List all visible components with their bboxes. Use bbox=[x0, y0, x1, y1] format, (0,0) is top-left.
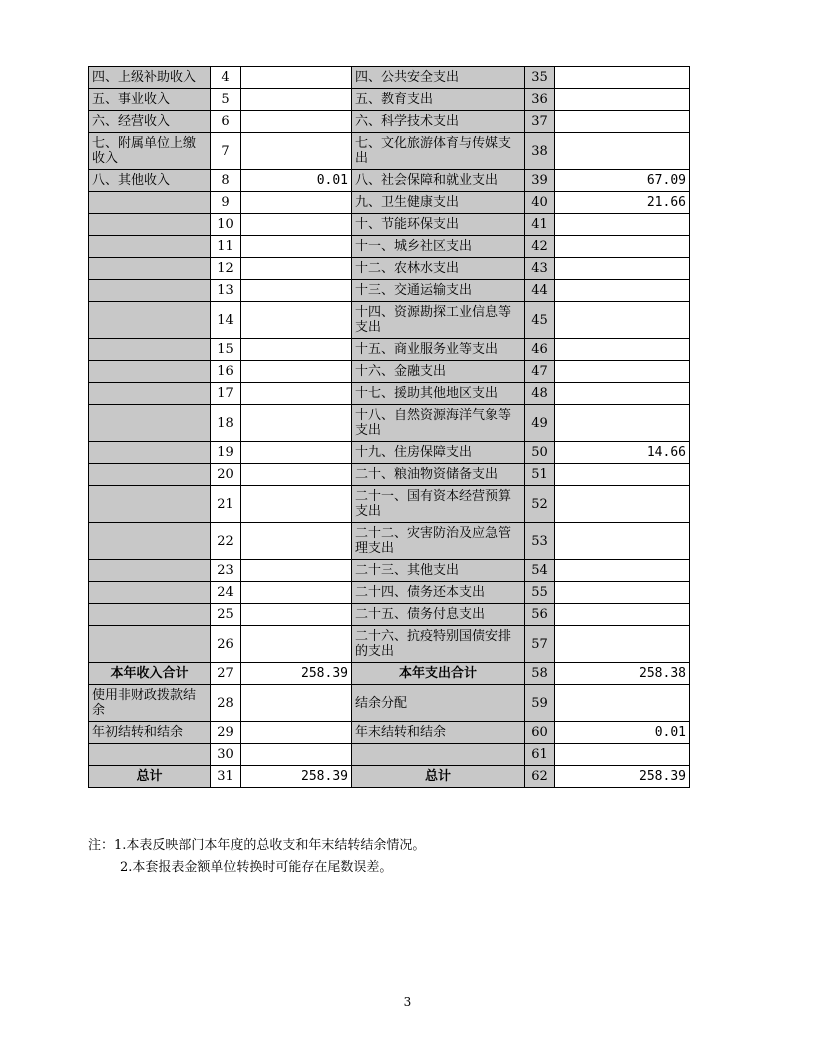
row-number: 54 bbox=[525, 560, 555, 582]
row-number: 6 bbox=[211, 111, 241, 133]
row-number: 5 bbox=[211, 89, 241, 111]
grand-total-label: 总计 bbox=[89, 766, 211, 788]
row-number: 42 bbox=[525, 236, 555, 258]
row-number: 40 bbox=[525, 192, 555, 214]
table-row bbox=[89, 258, 690, 280]
table-row bbox=[89, 560, 690, 582]
table-row bbox=[89, 626, 690, 663]
grand-total-income-amount: 258.39 bbox=[241, 766, 352, 788]
row-number: 37 bbox=[525, 111, 555, 133]
table-row bbox=[89, 111, 690, 133]
row-number: 11 bbox=[211, 236, 241, 258]
row-number: 29 bbox=[211, 722, 241, 744]
expense-amount bbox=[555, 523, 690, 560]
row-number: 16 bbox=[211, 361, 241, 383]
row-number: 41 bbox=[525, 214, 555, 236]
expense-amount bbox=[555, 280, 690, 302]
income-amount bbox=[241, 133, 352, 170]
income-amount bbox=[241, 361, 352, 383]
table-row bbox=[89, 192, 690, 214]
grand-total-label: 总计 bbox=[352, 766, 525, 788]
table-body bbox=[89, 67, 690, 663]
closing-carryover-label: 年末结转和结余 bbox=[352, 722, 525, 744]
income-item-label bbox=[89, 280, 211, 302]
table-row bbox=[89, 214, 690, 236]
income-amount bbox=[241, 214, 352, 236]
income-item-label bbox=[89, 405, 211, 442]
expense-amount bbox=[555, 236, 690, 258]
income-item-label: 六、经营收入 bbox=[89, 111, 211, 133]
expense-item-label: 八、社会保障和就业支出 bbox=[352, 170, 525, 192]
table-row bbox=[89, 383, 690, 405]
expense-total-label: 本年支出合计 bbox=[352, 663, 525, 685]
table-row bbox=[89, 170, 690, 192]
row-number: 14 bbox=[211, 302, 241, 339]
table-row bbox=[89, 361, 690, 383]
amount-cell bbox=[555, 744, 690, 766]
expense-amount bbox=[555, 302, 690, 339]
expense-item-label: 十二、农林水支出 bbox=[352, 258, 525, 280]
page-number: 3 bbox=[403, 995, 412, 1009]
income-amount bbox=[241, 89, 352, 111]
income-amount bbox=[241, 604, 352, 626]
expense-item-label: 十、节能环保支出 bbox=[352, 214, 525, 236]
row-number: 45 bbox=[525, 302, 555, 339]
row-number: 58 bbox=[525, 663, 555, 685]
expense-amount bbox=[555, 111, 690, 133]
row-number: 61 bbox=[525, 744, 555, 766]
income-amount bbox=[241, 258, 352, 280]
expense-item-label: 十三、交通运输支出 bbox=[352, 280, 525, 302]
income-amount bbox=[241, 464, 352, 486]
income-amount bbox=[241, 626, 352, 663]
expense-item-label: 二十四、债务还本支出 bbox=[352, 582, 525, 604]
expense-item-label: 十五、商业服务业等支出 bbox=[352, 339, 525, 361]
row-number: 59 bbox=[525, 685, 555, 722]
expense-item-label: 二十六、抗疫特别国债安排的支出 bbox=[352, 626, 525, 663]
row-number: 28 bbox=[211, 685, 241, 722]
row-number: 47 bbox=[525, 361, 555, 383]
row-number: 7 bbox=[211, 133, 241, 170]
row-number: 25 bbox=[211, 604, 241, 626]
table-row bbox=[89, 486, 690, 523]
note-line-2: 2.本套报表金额单位转换时可能存在尾数误差。 bbox=[120, 860, 393, 875]
income-item-label bbox=[89, 523, 211, 560]
table-row bbox=[89, 604, 690, 626]
row-number: 13 bbox=[211, 280, 241, 302]
expense-amount bbox=[555, 604, 690, 626]
table-row-income-expense-totals bbox=[89, 663, 690, 685]
income-item-label: 七、附属单位上缴收入 bbox=[89, 133, 211, 170]
income-amount bbox=[241, 67, 352, 89]
row-number: 55 bbox=[525, 582, 555, 604]
row-number: 30 bbox=[211, 744, 241, 766]
non-fiscal-balance-label: 使用非财政拨款结余 bbox=[89, 685, 211, 722]
expense-item-label: 二十、粮油物资储备支出 bbox=[352, 464, 525, 486]
row-number: 18 bbox=[211, 405, 241, 442]
expense-amount bbox=[555, 67, 690, 89]
blank-cell bbox=[89, 744, 211, 766]
income-amount bbox=[241, 302, 352, 339]
expense-amount bbox=[555, 214, 690, 236]
table-row bbox=[89, 523, 690, 560]
row-number: 15 bbox=[211, 339, 241, 361]
row-number: 23 bbox=[211, 560, 241, 582]
row-number: 19 bbox=[211, 442, 241, 464]
expense-amount bbox=[555, 405, 690, 442]
table-row bbox=[89, 133, 690, 170]
expense-item-label: 十一、城乡社区支出 bbox=[352, 236, 525, 258]
income-total-amount: 258.39 bbox=[241, 663, 352, 685]
amount-cell bbox=[241, 744, 352, 766]
income-item-label bbox=[89, 258, 211, 280]
balance-distribution-label: 结余分配 bbox=[352, 685, 525, 722]
expense-item-label: 二十三、其他支出 bbox=[352, 560, 525, 582]
income-item-label bbox=[89, 361, 211, 383]
row-number: 48 bbox=[525, 383, 555, 405]
expense-amount bbox=[555, 582, 690, 604]
income-item-label bbox=[89, 236, 211, 258]
income-amount bbox=[241, 339, 352, 361]
income-amount bbox=[241, 523, 352, 560]
row-number: 27 bbox=[211, 663, 241, 685]
expense-amount bbox=[555, 339, 690, 361]
expense-item-label: 二十五、债务付息支出 bbox=[352, 604, 525, 626]
income-item-label bbox=[89, 214, 211, 236]
expense-amount: 14.66 bbox=[555, 442, 690, 464]
income-amount bbox=[241, 560, 352, 582]
income-item-label bbox=[89, 339, 211, 361]
closing-carryover-amount: 0.01 bbox=[555, 722, 690, 744]
income-amount bbox=[241, 111, 352, 133]
income-item-label bbox=[89, 604, 211, 626]
row-number: 10 bbox=[211, 214, 241, 236]
row-number: 24 bbox=[211, 582, 241, 604]
row-number: 35 bbox=[525, 67, 555, 89]
income-item-label: 五、事业收入 bbox=[89, 89, 211, 111]
table-row-non-fiscal-balance bbox=[89, 685, 690, 722]
expense-item-label: 二十二、灾害防治及应急管理支出 bbox=[352, 523, 525, 560]
income-amount bbox=[241, 582, 352, 604]
income-item-label: 四、上级补助收入 bbox=[89, 67, 211, 89]
row-number: 20 bbox=[211, 464, 241, 486]
row-number: 36 bbox=[525, 89, 555, 111]
row-number: 52 bbox=[525, 486, 555, 523]
amount-cell bbox=[241, 685, 352, 722]
expense-amount bbox=[555, 89, 690, 111]
income-item-label bbox=[89, 383, 211, 405]
table-row bbox=[89, 67, 690, 89]
income-item-label bbox=[89, 464, 211, 486]
row-number: 9 bbox=[211, 192, 241, 214]
expense-amount bbox=[555, 560, 690, 582]
income-amount bbox=[241, 383, 352, 405]
row-number: 4 bbox=[211, 67, 241, 89]
income-item-label bbox=[89, 192, 211, 214]
income-amount bbox=[241, 486, 352, 523]
table-row-grand-total bbox=[89, 766, 690, 788]
row-number: 60 bbox=[525, 722, 555, 744]
expense-item-label: 十七、援助其他地区支出 bbox=[352, 383, 525, 405]
row-number: 12 bbox=[211, 258, 241, 280]
income-amount bbox=[241, 405, 352, 442]
income-item-label bbox=[89, 302, 211, 339]
amount-cell bbox=[241, 722, 352, 744]
expense-amount bbox=[555, 464, 690, 486]
income-expense-table bbox=[88, 66, 690, 788]
expense-item-label: 十四、资源勘探工业信息等支出 bbox=[352, 302, 525, 339]
note-line-1: 注：1.本表反映部门本年度的总收支和年末结转结余情况。 bbox=[88, 838, 426, 853]
income-amount bbox=[241, 192, 352, 214]
expense-item-label: 七、文化旅游体育与传媒支出 bbox=[352, 133, 525, 170]
expense-amount: 21.66 bbox=[555, 192, 690, 214]
row-number: 22 bbox=[211, 523, 241, 560]
expense-item-label: 十九、住房保障支出 bbox=[352, 442, 525, 464]
row-number: 44 bbox=[525, 280, 555, 302]
expense-item-label: 十六、金融支出 bbox=[352, 361, 525, 383]
table-row bbox=[89, 280, 690, 302]
income-amount bbox=[241, 280, 352, 302]
table-row bbox=[89, 405, 690, 442]
expense-amount bbox=[555, 383, 690, 405]
blank-cell bbox=[352, 744, 525, 766]
income-item-label bbox=[89, 442, 211, 464]
row-number: 26 bbox=[211, 626, 241, 663]
row-number: 17 bbox=[211, 383, 241, 405]
table-row bbox=[89, 89, 690, 111]
expense-item-label: 五、教育支出 bbox=[352, 89, 525, 111]
opening-carryover-label: 年初结转和结余 bbox=[89, 722, 211, 744]
table-row-carryover bbox=[89, 722, 690, 744]
expense-amount bbox=[555, 486, 690, 523]
expense-item-label: 六、科学技术支出 bbox=[352, 111, 525, 133]
row-number: 38 bbox=[525, 133, 555, 170]
row-number: 53 bbox=[525, 523, 555, 560]
income-total-label: 本年收入合计 bbox=[89, 663, 211, 685]
income-item-label bbox=[89, 486, 211, 523]
row-number: 49 bbox=[525, 405, 555, 442]
amount-cell bbox=[555, 685, 690, 722]
table-row bbox=[89, 464, 690, 486]
row-number: 21 bbox=[211, 486, 241, 523]
income-item-label bbox=[89, 582, 211, 604]
row-number: 39 bbox=[525, 170, 555, 192]
row-number: 50 bbox=[525, 442, 555, 464]
row-number: 57 bbox=[525, 626, 555, 663]
expense-amount bbox=[555, 626, 690, 663]
expense-amount bbox=[555, 361, 690, 383]
income-amount bbox=[241, 442, 352, 464]
income-item-label: 八、其他收入 bbox=[89, 170, 211, 192]
table-row bbox=[89, 236, 690, 258]
expense-item-label: 二十一、国有资本经营预算支出 bbox=[352, 486, 525, 523]
row-number: 43 bbox=[525, 258, 555, 280]
row-number: 31 bbox=[211, 766, 241, 788]
expense-amount bbox=[555, 133, 690, 170]
row-number: 8 bbox=[211, 170, 241, 192]
expense-item-label: 四、公共安全支出 bbox=[352, 67, 525, 89]
expense-total-amount: 258.38 bbox=[555, 663, 690, 685]
row-number: 46 bbox=[525, 339, 555, 361]
grand-total-expense-amount: 258.39 bbox=[555, 766, 690, 788]
table-row bbox=[89, 442, 690, 464]
expense-amount bbox=[555, 258, 690, 280]
table-row bbox=[89, 339, 690, 361]
row-number: 56 bbox=[525, 604, 555, 626]
income-item-label bbox=[89, 560, 211, 582]
row-number: 51 bbox=[525, 464, 555, 486]
expense-item-label: 九、卫生健康支出 bbox=[352, 192, 525, 214]
expense-amount: 67.09 bbox=[555, 170, 690, 192]
income-amount: 0.01 bbox=[241, 170, 352, 192]
income-item-label bbox=[89, 626, 211, 663]
table-row bbox=[89, 302, 690, 339]
income-amount bbox=[241, 236, 352, 258]
expense-item-label: 十八、自然资源海洋气象等支出 bbox=[352, 405, 525, 442]
table-row-blank bbox=[89, 744, 690, 766]
row-number: 62 bbox=[525, 766, 555, 788]
table-row bbox=[89, 582, 690, 604]
